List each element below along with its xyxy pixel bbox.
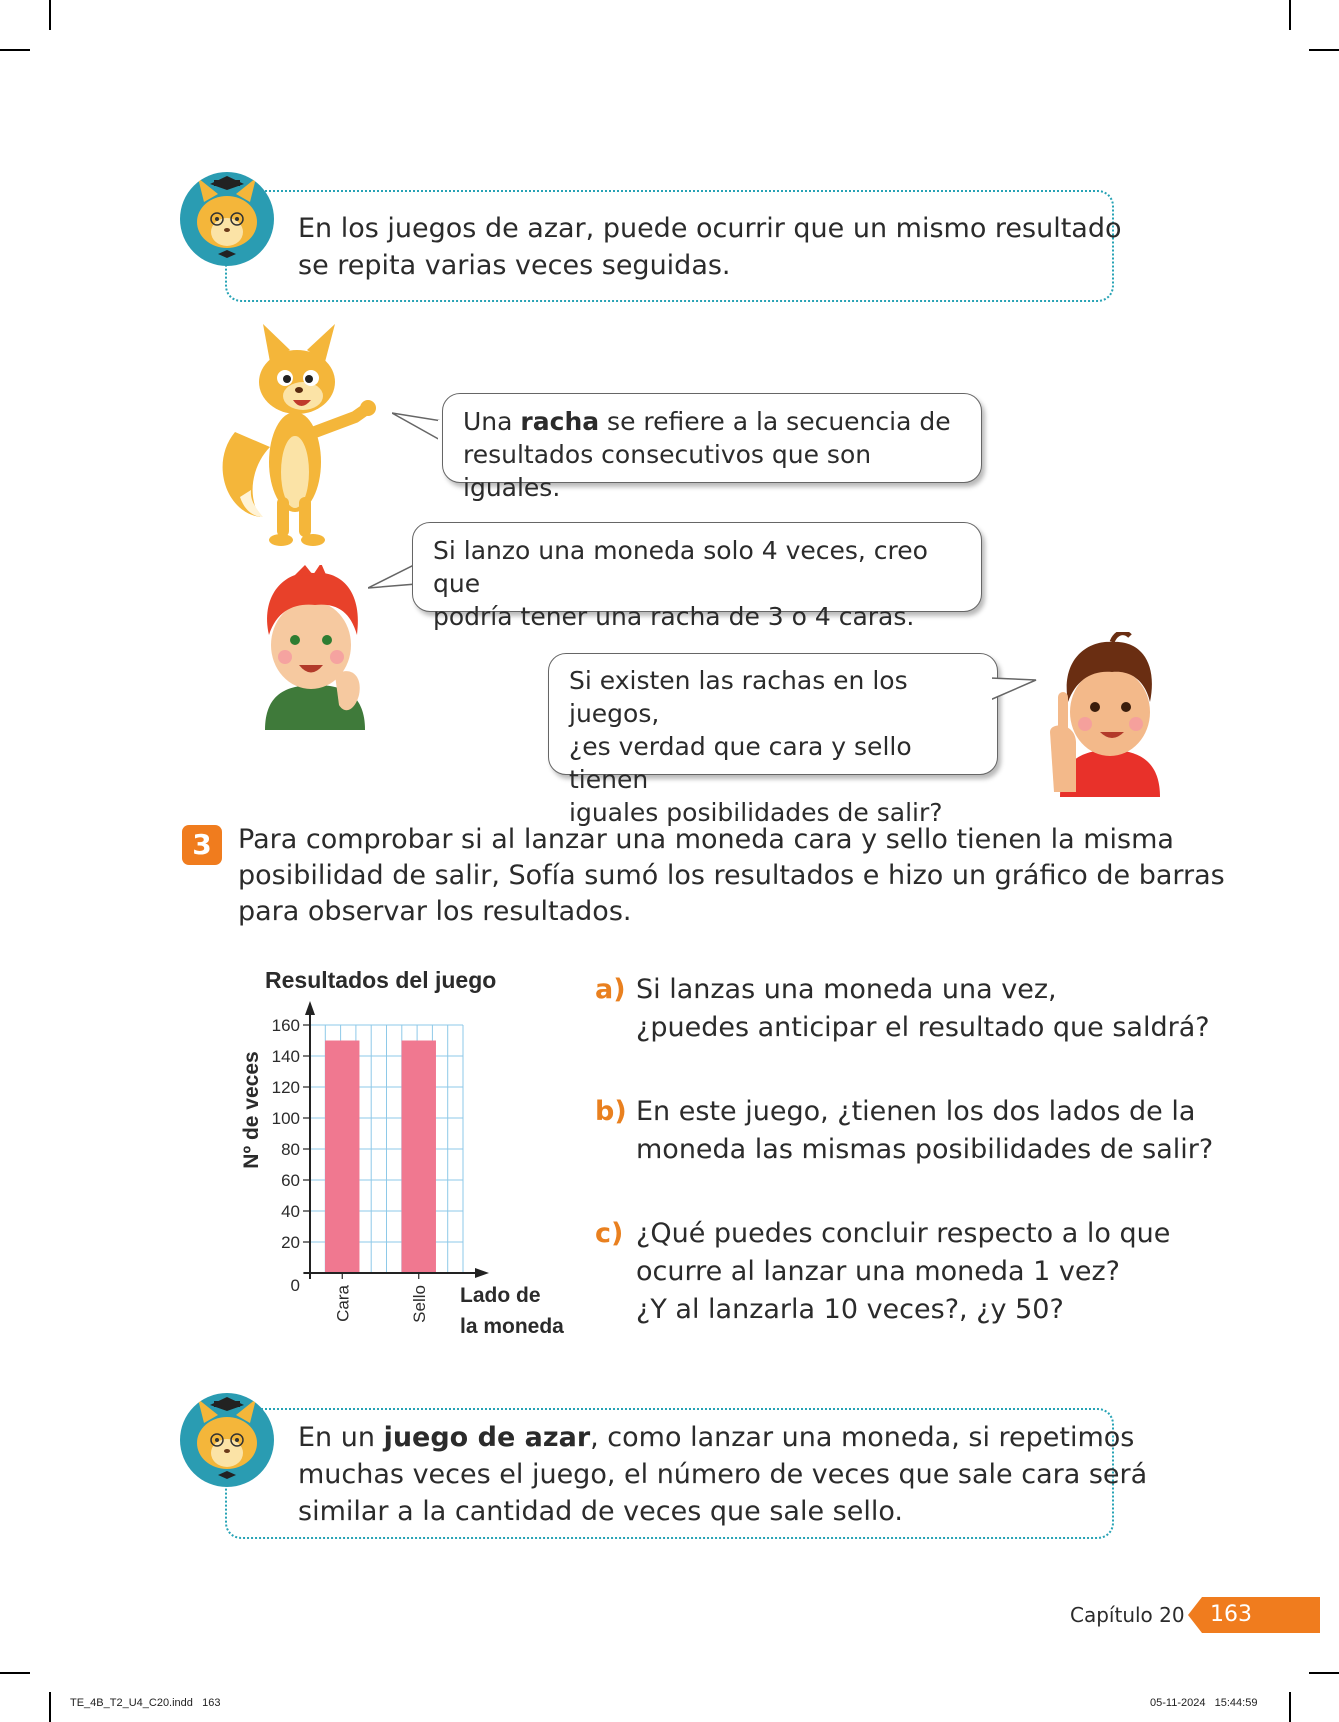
brown-boy-bubble-line1: Si existen las rachas en los juegos, bbox=[569, 666, 908, 728]
chart-x-axis-label-line1: Lado de bbox=[460, 1284, 541, 1307]
question-b bbox=[595, 1093, 1213, 1169]
activity-line2: posibilidad de salir, Sofía sumó los resultados e hizo un gráfico de barras bbox=[238, 860, 1225, 891]
chapter-label: Capítulo 20 bbox=[1070, 1603, 1185, 1627]
red-boy-bubble-line1: Si lanzo una moneda solo 4 veces, creo que bbox=[433, 536, 928, 598]
crop-mark bbox=[1309, 49, 1339, 51]
chart-y-tick-label: 100 bbox=[271, 1109, 300, 1128]
question-b-line2: moneda las mismas posibilidades de salir? bbox=[636, 1134, 1214, 1165]
question-a-line2: ¿puedes anticipar el resultado que saldrá? bbox=[636, 1012, 1210, 1043]
crop-mark bbox=[0, 1672, 30, 1674]
crop-mark bbox=[49, 0, 51, 30]
fox-face-icon bbox=[180, 1393, 274, 1487]
activity-text bbox=[238, 822, 1225, 930]
crop-mark bbox=[1289, 1692, 1291, 1722]
activity-line1: Para comprobar si al lanzar una moneda cara y sello tienen la misma bbox=[238, 824, 1174, 855]
chart-x-tick-label: Cara bbox=[333, 1285, 353, 1322]
question-b-line1: En este juego, ¿tienen los dos lados de la bbox=[636, 1096, 1196, 1127]
page-number-tab bbox=[1188, 1597, 1320, 1633]
question-b-label: b) bbox=[595, 1096, 627, 1127]
brown-boy-speech-bubble bbox=[548, 653, 998, 827]
teacher-fox-avatar bbox=[180, 1393, 274, 1487]
crop-mark bbox=[1289, 0, 1291, 30]
fox-bubble-line2: resultados consecutivos que son iguales. bbox=[463, 440, 872, 502]
chart-bar-cara bbox=[325, 1041, 359, 1274]
brown-boy-bubble-line3: iguales posibilidades de salir? bbox=[569, 798, 943, 827]
red-hair-boy-illustration bbox=[255, 565, 375, 730]
fox-character-illustration bbox=[215, 322, 385, 550]
chart-title: Resultados del juego bbox=[265, 967, 497, 993]
chart-y-tick-label: 20 bbox=[281, 1233, 300, 1252]
tip-text-top bbox=[298, 210, 1122, 284]
question-c-line3: ¿Y al lanzarla 10 veces?, ¿y 50? bbox=[636, 1294, 1064, 1325]
question-a-line1: Si lanzas una moneda una vez, bbox=[636, 974, 1057, 1005]
red-boy-bubble-line2: podría tener una racha de 3 o 4 caras. bbox=[433, 602, 915, 631]
chart-y-tick-label: 80 bbox=[281, 1140, 300, 1159]
chart-x-ticks bbox=[333, 1273, 429, 1323]
question-c-line2: ocurre al lanzar una moneda 1 vez? bbox=[636, 1256, 1121, 1287]
question-c bbox=[595, 1215, 1170, 1329]
speech-bubble-tail bbox=[392, 405, 444, 445]
tip-text-bottom bbox=[298, 1419, 1147, 1530]
chart-y-tick-label: 60 bbox=[281, 1171, 300, 1190]
red-boy-speech-bubble bbox=[412, 522, 982, 631]
teacher-fox-avatar bbox=[180, 172, 274, 266]
tip-bottom-line3: similar a la cantidad de veces que sale sello. bbox=[298, 1496, 903, 1527]
tip-bottom-line1: En un juego de azar, como lanzar una moneda, si repetimos bbox=[298, 1422, 1135, 1453]
crop-mark bbox=[1309, 1672, 1339, 1674]
speech-bubble-tail bbox=[990, 672, 1038, 706]
chart-y-tick-label: 0 bbox=[290, 1276, 300, 1295]
brown-hair-boy-illustration bbox=[1040, 632, 1165, 797]
fox-face-icon bbox=[180, 172, 274, 266]
question-a-label: a) bbox=[595, 974, 626, 1005]
slug-file-info: TE_4B_T2_U4_C20.indd 163 bbox=[70, 1697, 221, 1709]
chart-y-tick-label: 120 bbox=[271, 1078, 300, 1097]
fox-bubble-line1: Una racha se refiere a la secuencia de bbox=[463, 407, 951, 436]
brown-boy-bubble-line2: ¿es verdad que cara y sello tienen bbox=[569, 732, 912, 794]
chart-y-ticks bbox=[272, 1016, 310, 1295]
chart-x-axis-arrow bbox=[475, 1268, 489, 1278]
chart-bars bbox=[325, 1041, 436, 1274]
chart-y-axis-arrow bbox=[305, 1001, 315, 1015]
tip-top-line1: En los juegos de azar, puede ocurrir que un mismo resultado bbox=[298, 213, 1122, 244]
question-a bbox=[595, 971, 1210, 1047]
tip-bottom-line2: muchas veces el juego, el número de veces que sale cara será bbox=[298, 1459, 1148, 1490]
chart-y-tick-label: 140 bbox=[271, 1047, 300, 1066]
chart-x-axis-label-line2: la moneda bbox=[460, 1315, 564, 1338]
chart-y-tick-label: 160 bbox=[271, 1016, 300, 1035]
chart-bar-sello bbox=[402, 1041, 436, 1274]
question-c-label: c) bbox=[595, 1218, 624, 1249]
page-number: 163 bbox=[1210, 1602, 1252, 1627]
crop-mark bbox=[49, 1692, 51, 1722]
slug-date-info: 05-11-2024 15:44:59 bbox=[1150, 1697, 1258, 1709]
chart-x-tick-label: Sello bbox=[409, 1285, 429, 1323]
chart-y-axis-label: Nº de veces bbox=[240, 1051, 263, 1169]
activity-number-badge: 3 bbox=[182, 825, 222, 865]
tip-top-line2: se repita varias veces seguidas. bbox=[298, 250, 731, 281]
chart-y-tick-label: 40 bbox=[281, 1202, 300, 1221]
bar-chart bbox=[225, 965, 585, 1345]
question-c-line1: ¿Qué puedes concluir respecto a lo que bbox=[636, 1218, 1171, 1249]
crop-mark bbox=[0, 49, 30, 51]
speech-bubble-tail bbox=[368, 560, 418, 592]
fox-speech-bubble bbox=[442, 393, 982, 502]
activity-line3: para observar los resultados. bbox=[238, 896, 632, 927]
